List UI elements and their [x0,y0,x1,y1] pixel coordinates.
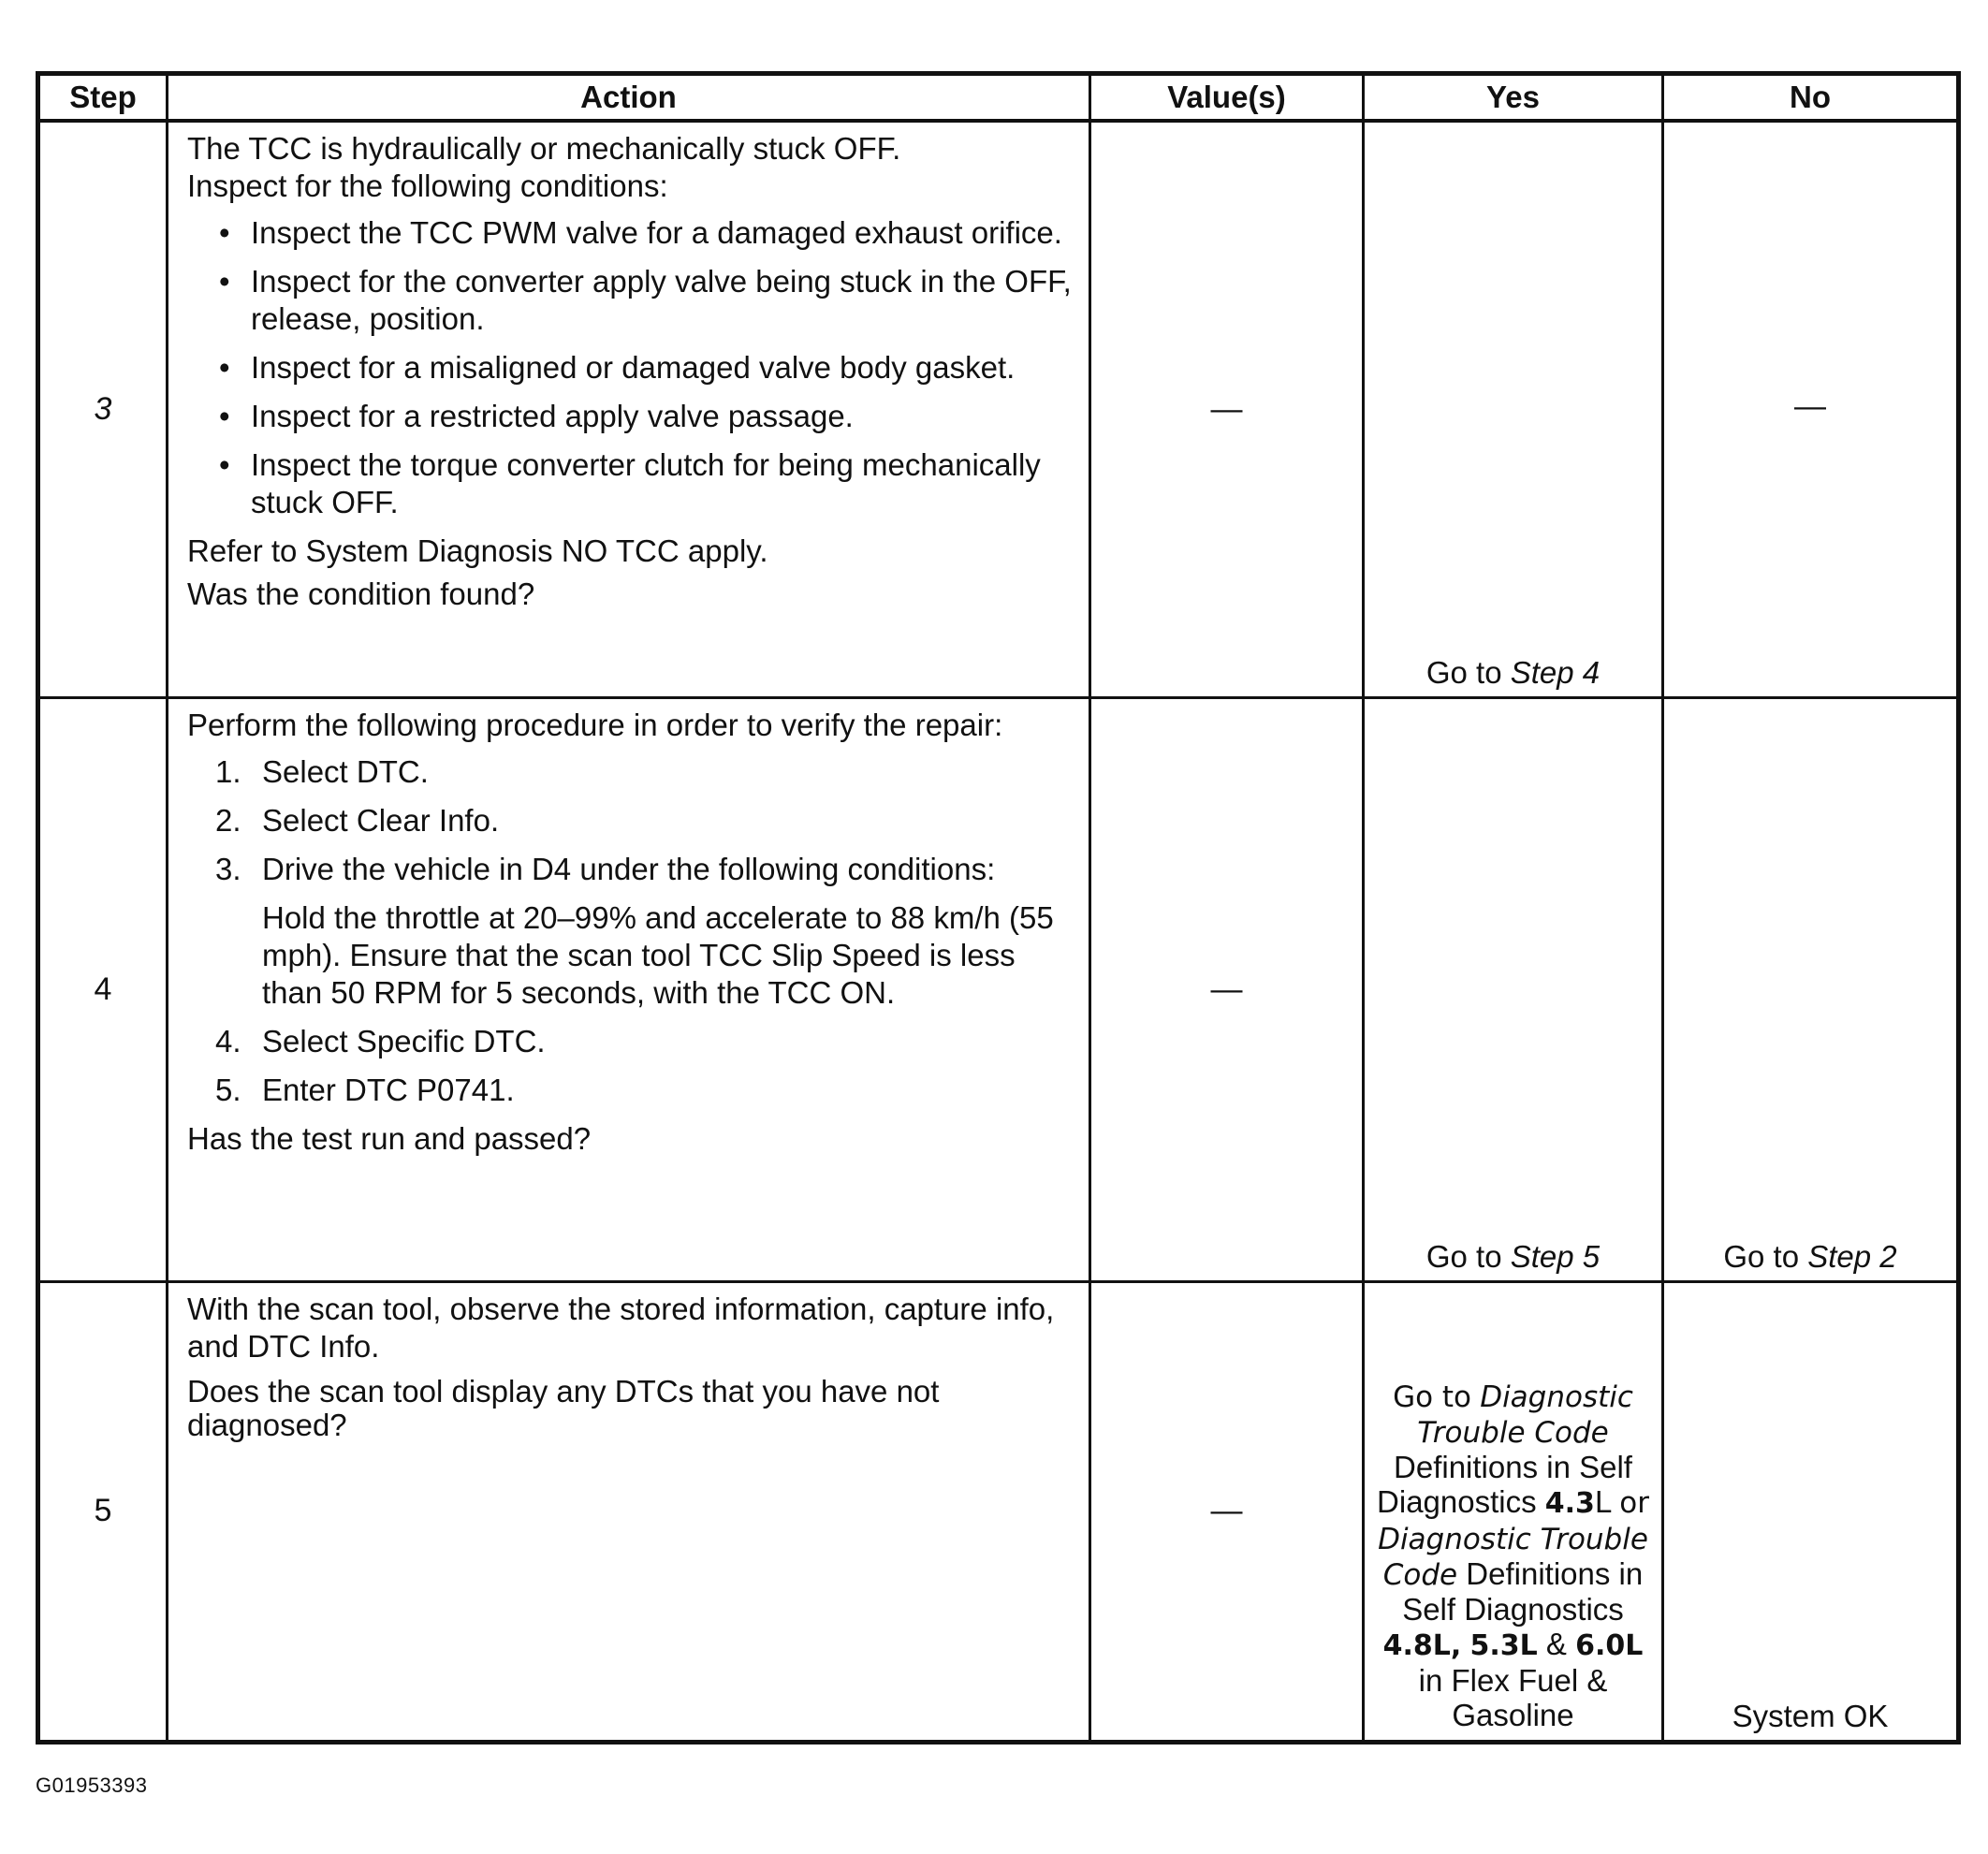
list-item [187,753,1072,791]
no-step-link[interactable]: Step 2 [1807,1238,1897,1274]
table-row-step-5 [38,1281,1959,1742]
engine-size: 4.3 [1544,1486,1595,1520]
header-action: Action [168,74,1090,122]
yes-dtc-link[interactable]: Diagnostic Trouble Code [1378,1522,1648,1592]
table-row-step-3 [38,121,1959,697]
procedure-list [187,753,1072,1109]
action-question: Has the test run and passed? [187,1120,592,1156]
header-step: Step [38,74,168,122]
list-number: 5. [215,1072,241,1107]
list-text: Select Specific DTC. [262,1023,546,1058]
step-number: 5 [38,1281,168,1742]
value-cell: — [1090,121,1364,697]
step-number: 4 [38,697,168,1281]
list-text: Enter DTC P0741. [262,1072,515,1107]
list-number: 1. [215,753,241,789]
yes-reference-text [1365,1379,1661,1732]
ampersand: & [1545,1626,1567,1661]
list-item: • Inspect the torque converter clutch for being mechanically stuck OFF. [187,446,1072,521]
yes-cell [1364,1281,1663,1742]
engine-size: 6.0L [1575,1628,1644,1662]
action-question: Was the condition found? [187,577,535,611]
list-item [187,851,1072,1012]
yes-text: Definitions in Self Diagnostics [1402,1555,1644,1627]
yes-dtc-link[interactable]: Diagnostic Trouble Code [1417,1380,1633,1450]
list-subtext: Hold the throttle at 20–99% and accelerate to 88 km/h (55 mph). Ensure that the scan tool TCC Slip Speed is less than 50 RPM for 5 seconds, with the TCC ON. [262,899,1054,1010]
value-cell: — [1090,1281,1364,1742]
yes-text: Gasoline [1452,1697,1574,1732]
action-refer: Refer to System Diagnosis NO TCC apply. [187,533,768,568]
no-cell: System OK [1663,1281,1959,1742]
ampersand: & [1586,1662,1608,1698]
header-row [38,74,1959,122]
header-no: No [1663,74,1959,122]
list-item: • Inspect for the converter apply valve being stuck in the OFF, release, position. [187,263,1072,338]
yes-text: Definitions in Self Diagnostics [1377,1449,1632,1519]
action-intro: With the scan tool, observe the stored information, capture info, and DTC Info. [187,1291,1055,1364]
engine-size: 4.8L, [1382,1628,1462,1662]
list-item [187,1023,1072,1060]
list-item: • Inspect for a restricted apply valve passage. [187,398,1072,435]
no-goto-label: Go to [1723,1238,1800,1274]
list-item: • Inspect the TCC PWM valve for a damaged exhaust orifice. [187,214,1072,252]
action-intro-line: The TCC is hydraulically or mechanically stuck OFF. [187,131,901,166]
action-cell [168,121,1090,697]
step-number: 3 [38,121,168,697]
list-number: 2. [215,802,241,838]
value-cell: — [1090,697,1364,1281]
yes-step-link[interactable]: Step 4 [1510,654,1601,690]
action-cell [168,1281,1090,1742]
action-intro [187,130,1072,205]
no-cell: — [1663,121,1959,697]
yes-text: in Flex Fuel [1418,1662,1579,1698]
yes-goto-label: Go to [1425,654,1502,690]
inspection-list [187,214,1072,521]
action-intro-line: Inspect for the following conditions: [187,168,668,203]
header-values: Value(s) [1090,74,1364,122]
yes-step-link[interactable]: Step 5 [1510,1238,1601,1274]
yes-goto-label: Go to [1425,1238,1502,1274]
no-cell [1663,697,1959,1281]
figure-id: G01953393 [36,1774,148,1797]
action-intro: Perform the following procedure in order to verify the repair: [187,707,1003,742]
yes-goto-label: Go to [1393,1380,1472,1414]
action-cell [168,697,1090,1281]
yes-cell [1364,121,1663,697]
engine-unit: L [1594,1483,1612,1519]
list-number: 4. [215,1023,241,1058]
list-number: 3. [215,851,241,886]
list-text: Select DTC. [262,753,429,789]
list-item [187,1072,1072,1109]
list-text: Select Clear Info. [262,802,500,838]
header-yes: Yes [1364,74,1663,122]
yes-or: or [1619,1485,1649,1520]
action-question: Does the scan tool display any DTCs that you have not diagnosed? [187,1373,940,1442]
diagnostic-table [36,71,1961,1745]
table-row-step-4 [38,697,1959,1281]
list-text: Drive the vehicle in D4 under the following conditions: [262,851,996,886]
engine-size: 5.3L [1469,1628,1538,1662]
yes-cell [1364,697,1663,1281]
list-item: • Inspect for a misaligned or damaged valve body gasket. [187,349,1072,387]
list-item [187,802,1072,839]
